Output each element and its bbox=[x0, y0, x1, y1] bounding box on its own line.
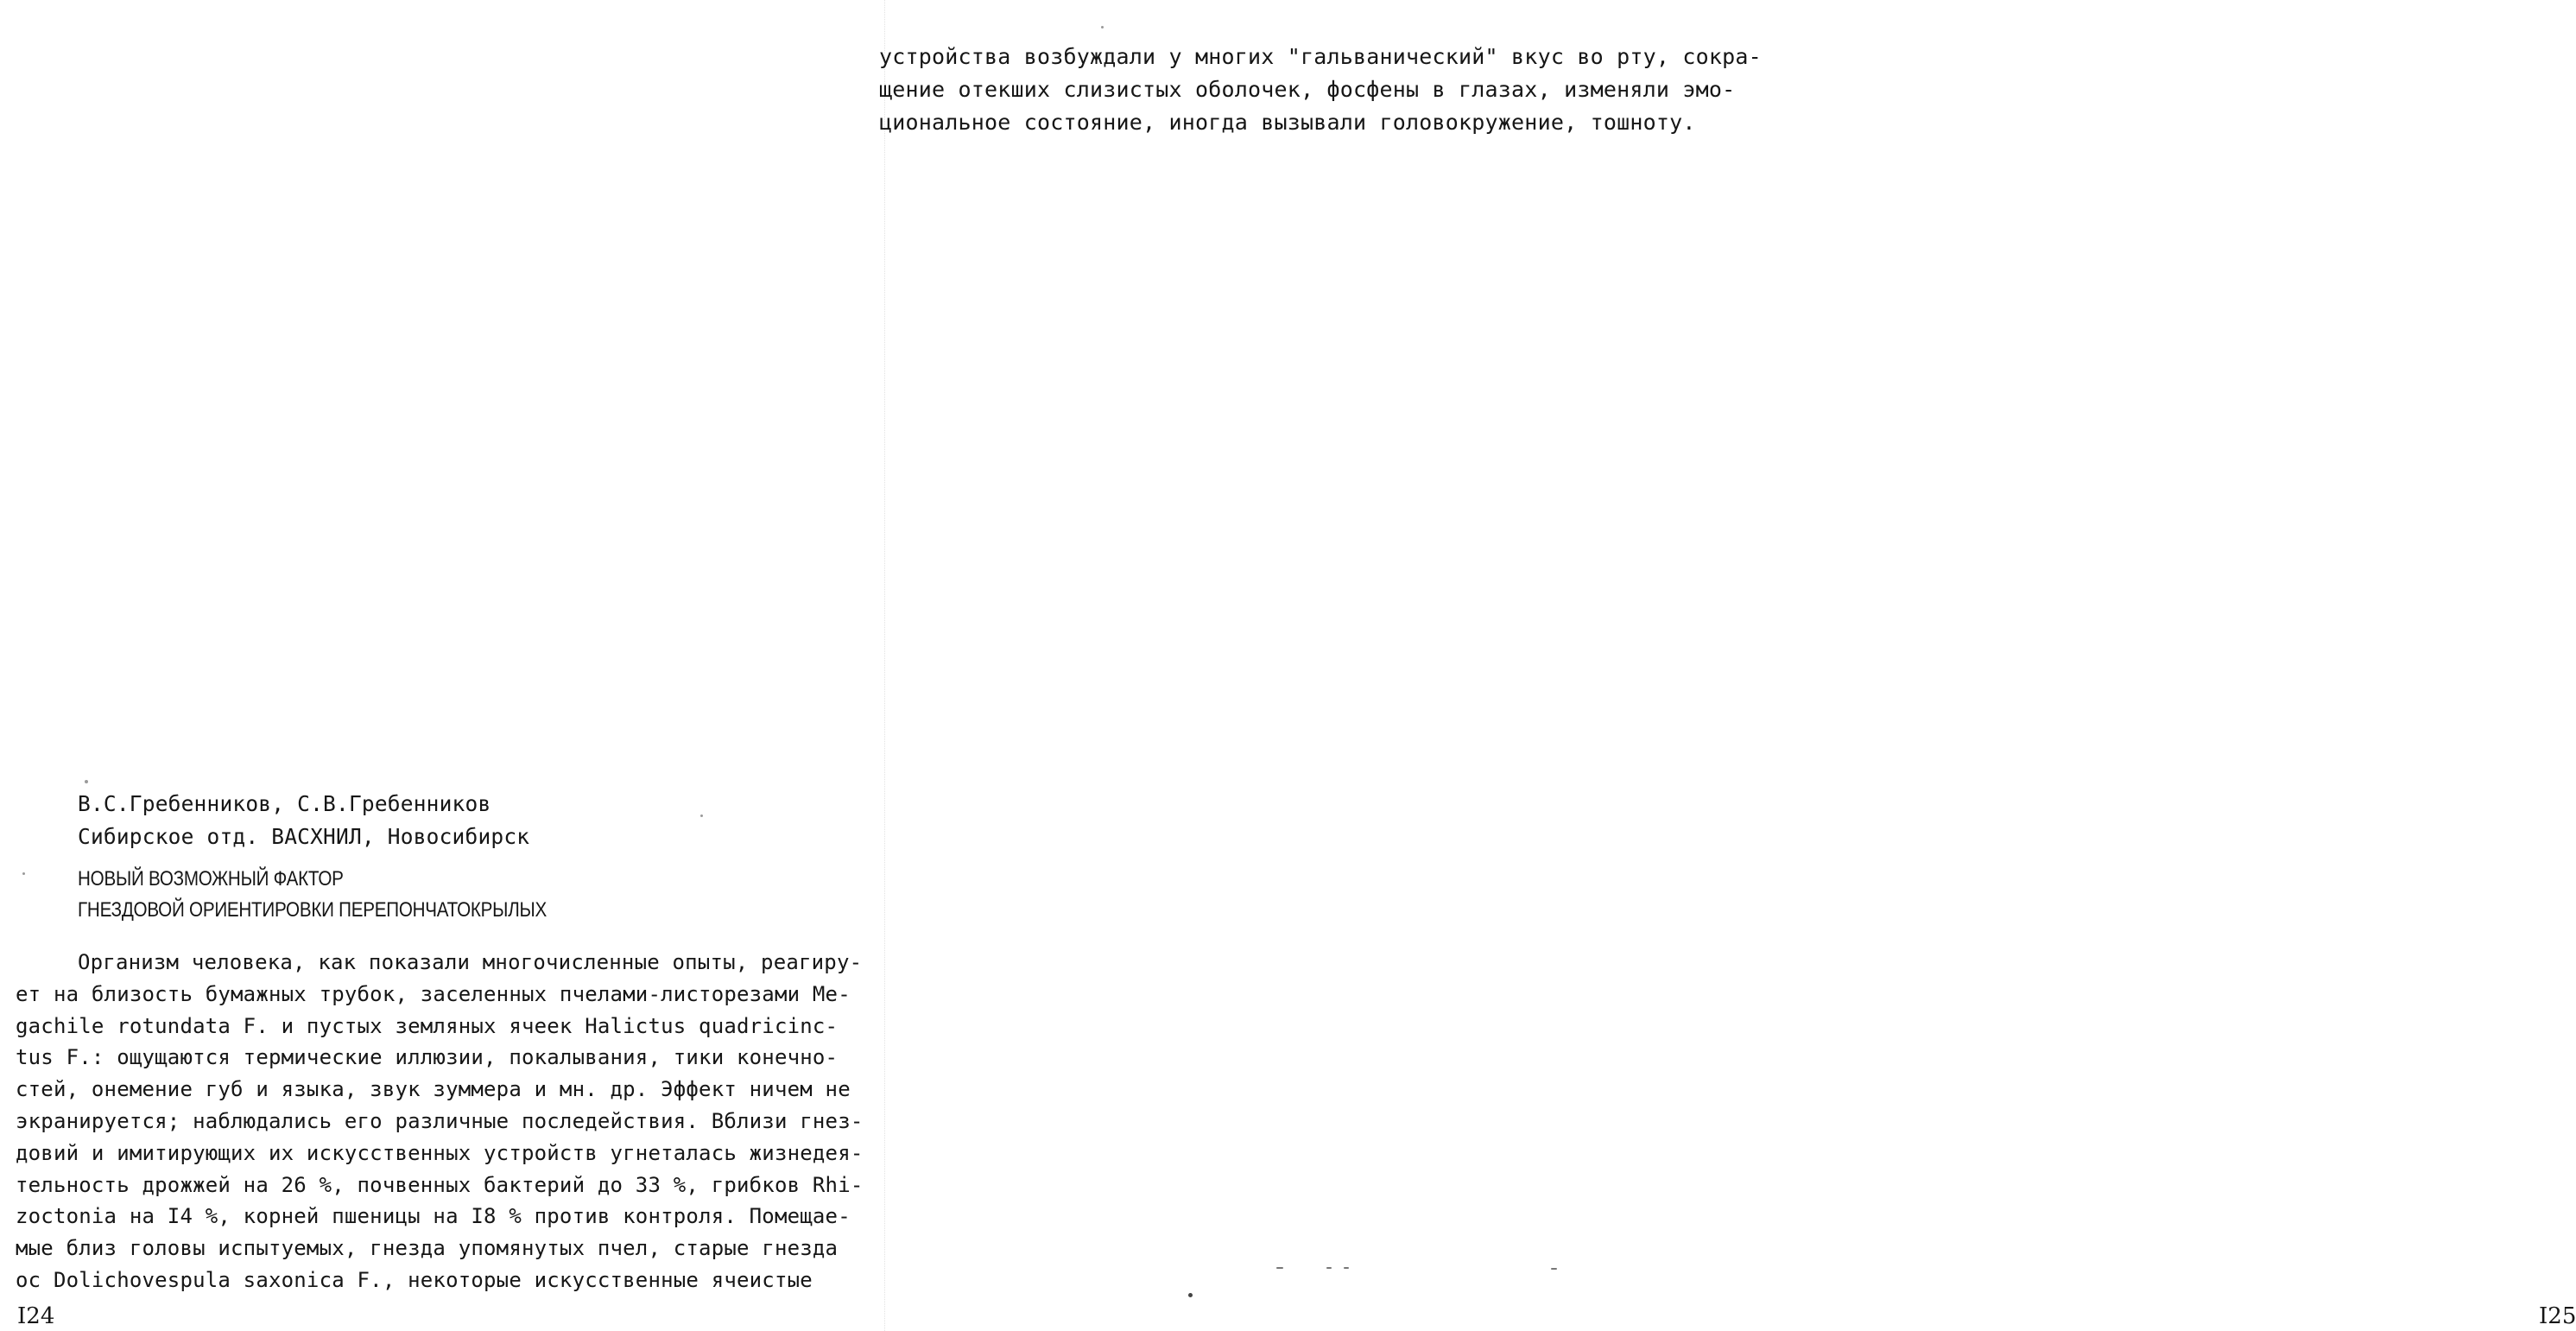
body-line: gachile rotundata F. и пустых земляных ячеек Halictus quadricinc- bbox=[16, 1013, 839, 1038]
scan-speck bbox=[1101, 26, 1104, 29]
body-line: тельность дрожжей на 26 %, почвенных бактерий до 33 %, грибков Rhi- bbox=[16, 1172, 864, 1197]
scan-speck bbox=[85, 780, 88, 783]
right-page bbox=[872, 0, 2576, 1331]
affiliation: Сибирское отд. ВАСХНИЛ, Новосибирск bbox=[78, 824, 530, 849]
scan-speck bbox=[1188, 1293, 1193, 1297]
body-line: довий и имитирующих их искусственных устройств угнеталась жизнедея- bbox=[16, 1140, 864, 1165]
body-line: стей, онемение губ и языка, звук зуммера и мн. др. Эффект ничем не bbox=[16, 1077, 851, 1102]
scan-speck bbox=[1551, 1268, 1557, 1270]
continued-paragraph bbox=[879, 41, 1762, 139]
body-line: Организм человека, как показали многочисленные опыты, реагиру- bbox=[78, 950, 863, 974]
scan-speck bbox=[1276, 1267, 1283, 1269]
body-line: циональное состояние, иногда вызывали головокружение, тошноту. bbox=[879, 110, 1696, 135]
body-line: zoctonia на I4 %, корней пшеницы на I8 % против контроля. Помещае- bbox=[16, 1204, 851, 1229]
scan-speck bbox=[22, 872, 25, 875]
title-line: ГНЕЗДОВОЙ ОРИЕНТИРОВКИ ПЕРЕПОНЧАТОКРЫЛЫХ bbox=[78, 898, 547, 922]
page-number-left: I24 bbox=[17, 1303, 55, 1329]
body-line: мые близ головы испытуемых, гнезда упомянутых пчел, старые гнезда bbox=[16, 1236, 839, 1261]
scan-speck bbox=[1344, 1267, 1349, 1269]
page-number-right: I25 bbox=[2539, 1303, 2576, 1329]
body-line: ос Dolichovespula saxonica F., некоторые искусственные ячеистые bbox=[16, 1267, 813, 1292]
left-page bbox=[0, 0, 872, 1331]
scan-speck bbox=[700, 814, 703, 817]
article-title bbox=[78, 864, 623, 926]
body-line: щение отекших слизистых оболочек, фосфены в глазах, изменяли эмо- bbox=[879, 77, 1736, 102]
title-line: НОВЫЙ ВОЗМОЖНЫЙ ФАКТОР bbox=[78, 867, 344, 891]
body-line: ет на близость бумажных трубок, заселенных пчелами-листорезами Me- bbox=[16, 981, 851, 1006]
scan-speck bbox=[1326, 1267, 1332, 1269]
body-line: устройства возбуждали у многих "гальванический" вкус во рту, сокра- bbox=[879, 44, 1762, 69]
body-line: экранируется; наблюдались его различные последействия. Вблизи гнез- bbox=[16, 1108, 864, 1133]
body-line: tus F.: ощущаются термические иллюзии, покалывания, тики конечно- bbox=[16, 1045, 839, 1070]
authors: В.С.Гребенников, С.В.Гребенников bbox=[78, 791, 491, 816]
body-paragraph bbox=[16, 947, 864, 1296]
